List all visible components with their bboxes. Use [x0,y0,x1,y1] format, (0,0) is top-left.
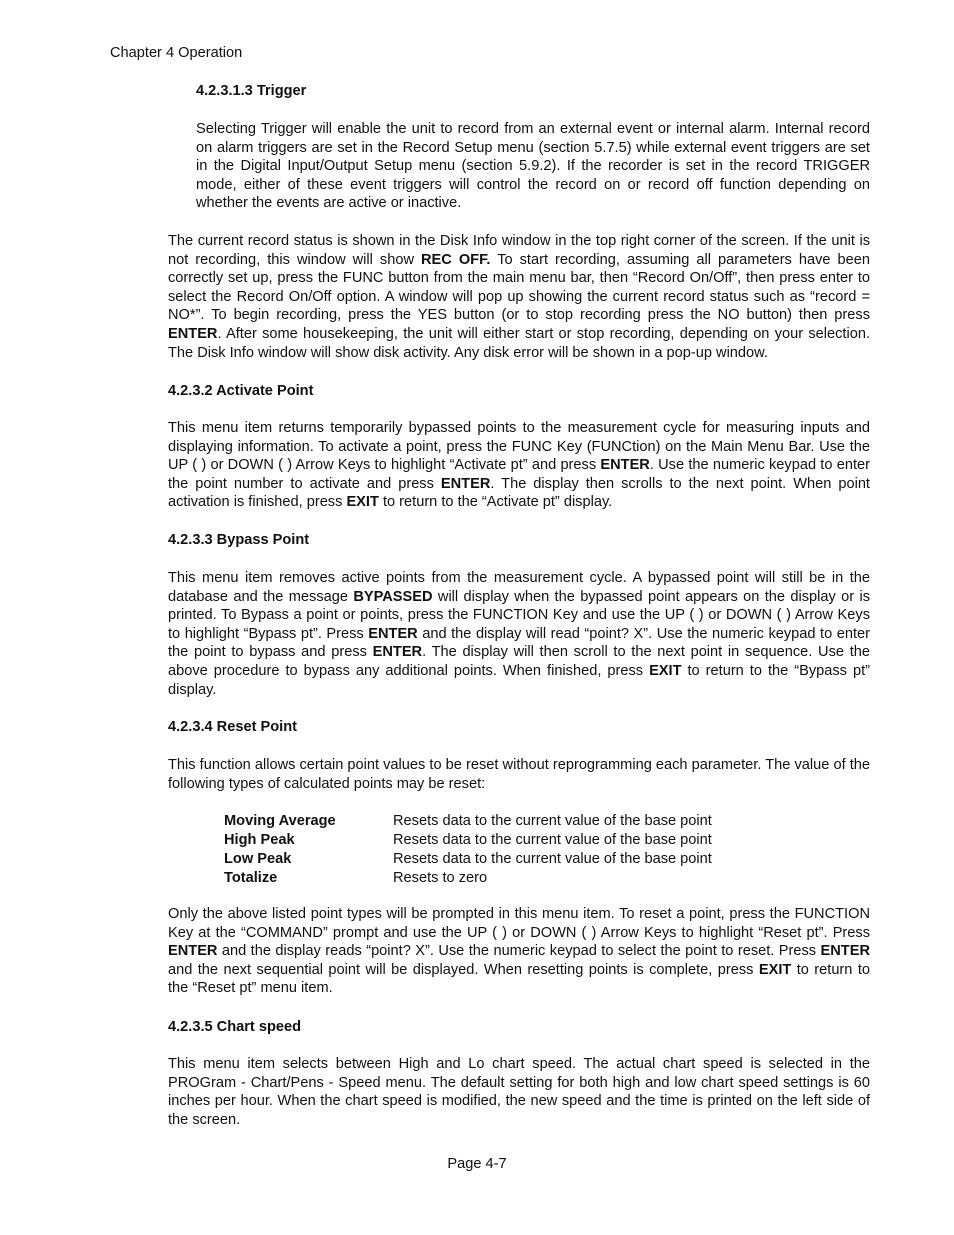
chart-speed-paragraph: This menu item selects between High and Lo chart speed. The actual chart speed is selected in the PROGram - Chart/Pens - Speed menu. The default setting for both high and low chart speed settings is 60 inches per hour. When the chart speed is modified, the new speed and the time is printed on the left side of the screen. [168,1056,870,1128]
point-type: Totalize [224,870,278,886]
section-heading-trigger: 4.2.3.1.3 Trigger [196,83,307,99]
table-row [224,831,844,850]
reset-types-table [224,812,844,888]
page-number: Page 4-7 [447,1156,507,1172]
table-row [224,812,844,831]
point-type: High Peak [224,832,295,848]
chapter-header: Chapter 4 Operation [110,45,243,61]
reset-point-intro: This function allows certain point values to be reset without reprogramming each parameter. The value of the following types of calculated points may be reset: [168,757,870,792]
point-type-description: Resets data to the current value of the base point [393,832,712,848]
point-type-description: Resets to zero [393,870,488,886]
point-type: Low Peak [224,851,292,867]
section-heading-chart-speed: 4.2.3.5 Chart speed [168,1019,302,1035]
table-row [224,869,844,888]
point-type-description: Resets data to the current value of the base point [393,851,712,867]
point-type-description: Resets data to the current value of the base point [393,813,712,829]
section-heading-reset-point: 4.2.3.4 Reset Point [168,719,297,735]
bypass-point-paragraph: This menu item removes active points from the measurement cycle. A bypassed point will still be in the database and the message BYPASSED will display when the bypassed point appears on the display or is printed. To Bypass a point or points, press the FUNCTION Key and use the UP ( ) or DOWN ( ) Arrow Keys to highlight “Bypass pt”. Press ENTER and the display will read “point? X”. Use the numeric keypad to enter the point to bypass and press ENTER. The display will then scroll to the next point in sequence. Use the above procedure to bypass any additional points. When finished, press EXIT to return to the “Bypass pt” display. [168,570,870,698]
section-heading-activate-point: 4.2.3.2 Activate Point [168,383,314,399]
reset-point-paragraph: Only the above listed point types will be prompted in this menu item. To reset a point, press the FUNCTION Key at the “COMMAND” prompt and use the UP ( ) or DOWN ( ) Arrow Keys to highlight “Reset pt”. Press ENTER and the display reads “point? X”. Use the numeric keypad to select the point to reset. Press ENTER and the next sequential point will be displayed. When resetting points is complete, press EXIT to return to the “Reset pt” menu item. [168,906,870,997]
record-status-paragraph: The current record status is shown in the Disk Info window in the top right corner of the screen. If the unit is not recording, this window will show REC OFF. To start recording, assuming all parameters have been correctly set up, press the FUNC button from the main menu bar, then “Record On/Off”, then press enter to select the Record On/Off option. A window will pop up showing the current record status such as “record = NO*”. To begin recording, press the YES button (or to stop recording press the NO button) then press ENTER. After some housekeeping, the unit will either start or stop recording, depending on your selection. The Disk Info window will show disk activity. Any disk error will be shown in a pop-up window. [168,233,870,361]
point-type: Moving Average [224,813,336,829]
trigger-paragraph: Selecting Trigger will enable the unit to record from an external event or internal alarm. Internal record on alarm triggers are set in the Record Setup menu (section 5.7.5) while external event triggers are set in the Digital Input/Output Setup menu (section 5.9.2). If the recorder is set in the record TRIGGER mode, either of these event triggers will control the record on or record off function depending on whether the events are active or inactive. [196,121,870,212]
table-row [224,850,844,869]
activate-point-paragraph: This menu item returns temporarily bypassed points to the measurement cycle for measuring inputs and displaying information. To activate a point, press the FUNC Key (FUNCtion) on the Main Menu Bar. Use the UP ( ) or DOWN ( ) Arrow Keys to highlight “Activate pt” and press ENTER. Use the numeric keypad to enter the point number to activate and press ENTER. The display then scrolls to the next point. When point activation is finished, press EXIT to return to the “Activate pt” display. [168,420,870,511]
section-heading-bypass-point: 4.2.3.3 Bypass Point [168,532,310,548]
